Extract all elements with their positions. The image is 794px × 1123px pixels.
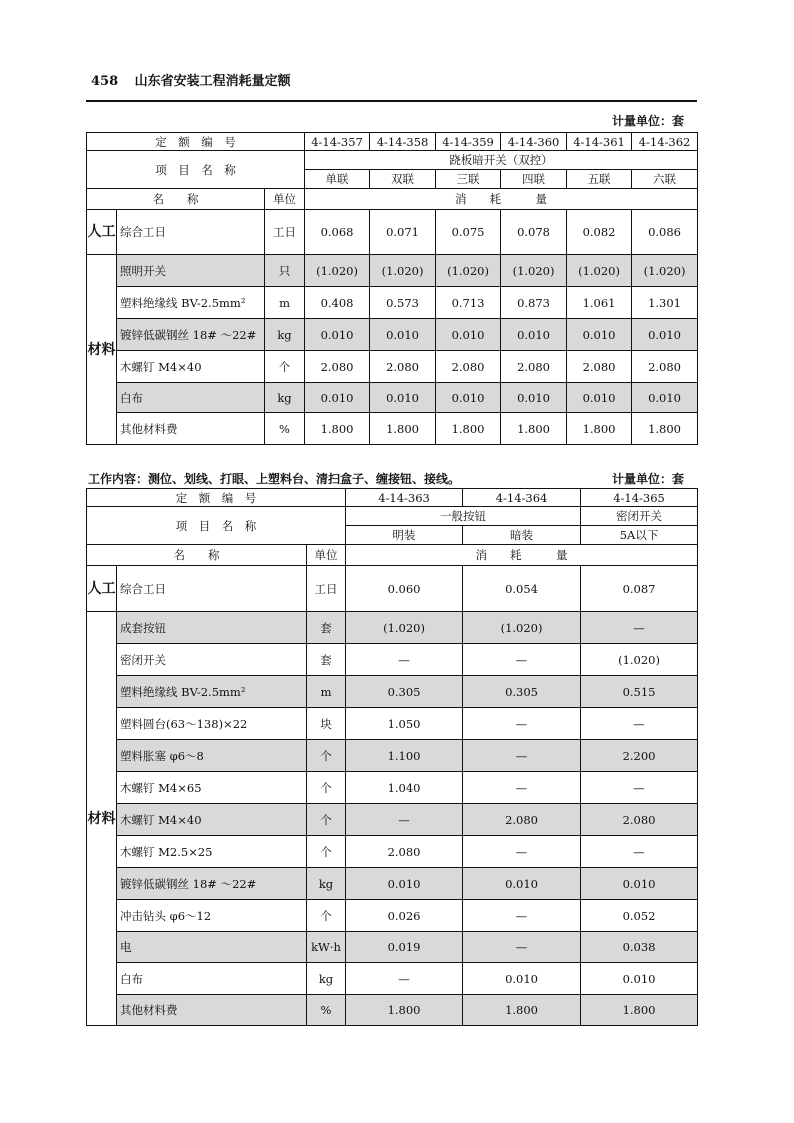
table2-unit-label: 计量单位：套 <box>612 472 685 486</box>
book-title: 山东省安装工程消耗量定额 <box>134 74 291 89</box>
material-unit: 个 <box>307 900 346 932</box>
material-value: 0.010 <box>501 319 567 351</box>
material-value: 1.800 <box>501 413 567 445</box>
quota-code: 4-14-364 <box>463 489 581 507</box>
material-value: 1.061 <box>567 287 632 319</box>
material-value: 0.010 <box>581 963 698 995</box>
material-value: — <box>463 644 581 676</box>
material-unit: 只 <box>265 255 305 287</box>
labor-value: 0.071 <box>370 210 436 255</box>
quota-code: 4-14-363 <box>346 489 463 507</box>
material-name: 照明开关 <box>117 255 265 287</box>
item-subname: 六联 <box>632 170 698 189</box>
material-value: — <box>346 644 463 676</box>
material-value: 0.515 <box>581 676 698 708</box>
material-unit: % <box>307 995 346 1026</box>
item-group-label: 密闭开关 <box>581 507 698 526</box>
material-unit: 套 <box>307 612 346 644</box>
material-name: 塑料胀塞 φ6～8 <box>117 740 307 772</box>
material-value: 0.010 <box>370 319 436 351</box>
labor-item-name: 综合工日 <box>117 566 307 612</box>
labor-value: 0.086 <box>632 210 698 255</box>
material-name: 其他材料费 <box>117 995 307 1026</box>
material-value: (1.020) <box>632 255 698 287</box>
page-number: 458 <box>91 74 119 89</box>
material-value: 0.010 <box>305 319 370 351</box>
material-value: 2.080 <box>370 351 436 383</box>
material-value: (1.020) <box>346 612 463 644</box>
material-unit: kg <box>265 383 305 413</box>
material-value: 2.080 <box>463 804 581 836</box>
material-value: 1.100 <box>346 740 463 772</box>
material-unit: 个 <box>307 772 346 804</box>
item-subname: 四联 <box>501 170 567 189</box>
material-value: 1.800 <box>567 413 632 445</box>
material-value: 0.408 <box>305 287 370 319</box>
material-value: 2.080 <box>632 351 698 383</box>
material-value: (1.020) <box>463 612 581 644</box>
item-subname: 暗装 <box>463 526 581 545</box>
table1-unit-label: 计量单位：套 <box>612 114 685 128</box>
material-value: 0.010 <box>632 383 698 413</box>
material-value: 1.800 <box>632 413 698 445</box>
item-group-label: 跷板暗开关（双控） <box>305 151 698 170</box>
material-value: (1.020) <box>567 255 632 287</box>
material-value: 2.200 <box>581 740 698 772</box>
item-subname: 单联 <box>305 170 370 189</box>
material-value: 0.010 <box>567 319 632 351</box>
material-value: 0.010 <box>463 868 581 900</box>
quota-no-label: 定 额 编 号 <box>87 489 346 507</box>
quota-code: 4-14-360 <box>501 133 567 151</box>
material-name: 木螺钉 M4×40 <box>117 804 307 836</box>
consumption-column-header: 消 耗 量 <box>346 545 698 566</box>
material-value: — <box>346 804 463 836</box>
labor-value: 0.087 <box>581 566 698 612</box>
material-value: 0.010 <box>632 319 698 351</box>
quota-code: 4-14-362 <box>632 133 698 151</box>
material-unit: 个 <box>307 836 346 868</box>
material-value: — <box>581 612 698 644</box>
material-value: 0.010 <box>436 319 501 351</box>
material-value: 1.800 <box>370 413 436 445</box>
item-subname: 五联 <box>567 170 632 189</box>
material-unit: kW·h <box>307 932 346 963</box>
material-value: 0.010 <box>581 868 698 900</box>
material-value: — <box>463 772 581 804</box>
name-column-header: 名 称 <box>87 189 265 210</box>
unit-column-header: 单位 <box>307 545 346 566</box>
item-subname: 三联 <box>436 170 501 189</box>
material-value: (1.020) <box>305 255 370 287</box>
material-unit: kg <box>307 868 346 900</box>
material-name: 塑料绝缘线 BV-2.5mm² <box>117 676 307 708</box>
material-value: 0.713 <box>436 287 501 319</box>
quota-code: 4-14-358 <box>370 133 436 151</box>
item-name-label: 项 目 名 称 <box>87 151 305 189</box>
labor-item-name: 综合工日 <box>117 210 265 255</box>
material-value: (1.020) <box>370 255 436 287</box>
material-name: 镀锌低碳钢丝 18# ～22# <box>117 319 265 351</box>
material-unit: 套 <box>307 644 346 676</box>
material-value: 1.800 <box>305 413 370 445</box>
quota-no-label: 定 额 编 号 <box>87 133 305 151</box>
material-unit: 个 <box>265 351 305 383</box>
material-value: — <box>463 836 581 868</box>
quota-code: 4-14-361 <box>567 133 632 151</box>
labor-value: 0.082 <box>567 210 632 255</box>
material-unit: m <box>307 676 346 708</box>
material-unit: kg <box>265 319 305 351</box>
item-name-label: 项 目 名 称 <box>87 507 346 545</box>
material-value: 1.040 <box>346 772 463 804</box>
material-unit: m <box>265 287 305 319</box>
material-unit: % <box>265 413 305 445</box>
material-name: 白布 <box>117 963 307 995</box>
material-value: 2.080 <box>501 351 567 383</box>
material-value: 0.305 <box>463 676 581 708</box>
header-rule <box>86 100 697 102</box>
labor-value: 0.068 <box>305 210 370 255</box>
item-subname: 双联 <box>370 170 436 189</box>
material-value: — <box>346 963 463 995</box>
labor-value: 0.075 <box>436 210 501 255</box>
page-header <box>91 70 291 89</box>
material-value: 1.050 <box>346 708 463 740</box>
material-unit: 个 <box>307 740 346 772</box>
quota-code: 4-14-357 <box>305 133 370 151</box>
material-value: (1.020) <box>501 255 567 287</box>
material-value: (1.020) <box>581 644 698 676</box>
material-unit: kg <box>307 963 346 995</box>
material-name: 其他材料费 <box>117 413 265 445</box>
material-value: — <box>581 708 698 740</box>
material-value: — <box>581 772 698 804</box>
material-unit: 块 <box>307 708 346 740</box>
material-name: 冲击钻头 φ6～12 <box>117 900 307 932</box>
material-name: 镀锌低碳钢丝 18# ～22# <box>117 868 307 900</box>
material-value: 0.010 <box>346 868 463 900</box>
material-value: 0.010 <box>567 383 632 413</box>
labor-value: 0.054 <box>463 566 581 612</box>
labor-category: 人工 <box>87 210 117 255</box>
material-unit: 个 <box>307 804 346 836</box>
item-subname: 明装 <box>346 526 463 545</box>
material-category: 材料 <box>87 612 117 1026</box>
material-category: 材料 <box>87 255 117 445</box>
material-value: 0.010 <box>370 383 436 413</box>
labor-item-unit: 工日 <box>265 210 305 255</box>
material-value: — <box>463 708 581 740</box>
material-value: 2.080 <box>581 804 698 836</box>
labor-value: 0.060 <box>346 566 463 612</box>
material-name: 塑料绝缘线 BV-2.5mm² <box>117 287 265 319</box>
material-name: 木螺钉 M4×40 <box>117 351 265 383</box>
material-name: 白布 <box>117 383 265 413</box>
material-value: 0.038 <box>581 932 698 963</box>
material-value: — <box>463 740 581 772</box>
labor-value: 0.078 <box>501 210 567 255</box>
material-value: 1.800 <box>436 413 501 445</box>
material-value: 2.080 <box>305 351 370 383</box>
material-value: 0.010 <box>501 383 567 413</box>
material-value: — <box>581 836 698 868</box>
material-value: 2.080 <box>567 351 632 383</box>
material-value: 0.010 <box>463 963 581 995</box>
material-value: 0.010 <box>305 383 370 413</box>
material-value: 0.305 <box>346 676 463 708</box>
item-subname: 5A以下 <box>581 526 698 545</box>
material-value: 2.080 <box>436 351 501 383</box>
material-value: 0.026 <box>346 900 463 932</box>
consumption-column-header: 消 耗 量 <box>305 189 698 210</box>
quota-code: 4-14-359 <box>436 133 501 151</box>
name-column-header: 名 称 <box>87 545 307 566</box>
material-value: — <box>463 932 581 963</box>
material-value: (1.020) <box>436 255 501 287</box>
quota-table-2 <box>86 488 698 1026</box>
material-value: — <box>463 900 581 932</box>
quota-table-1 <box>86 132 698 445</box>
material-value: 0.873 <box>501 287 567 319</box>
material-value: 2.080 <box>346 836 463 868</box>
material-name: 密闭开关 <box>117 644 307 676</box>
material-value: 1.800 <box>346 995 463 1026</box>
work-content: 工作内容：测位、划线、打眼、上塑料台、清扫盒子、缠接钮、接线。 <box>88 472 461 486</box>
material-name: 木螺钉 M4×65 <box>117 772 307 804</box>
material-value: 1.301 <box>632 287 698 319</box>
material-name: 塑料圆台(63～138)×22 <box>117 708 307 740</box>
labor-item-unit: 工日 <box>307 566 346 612</box>
material-value: 1.800 <box>581 995 698 1026</box>
labor-category: 人工 <box>87 566 117 612</box>
item-group-label: 一般按钮 <box>346 507 581 526</box>
material-name: 成套按钮 <box>117 612 307 644</box>
material-value: 0.019 <box>346 932 463 963</box>
quota-code: 4-14-365 <box>581 489 698 507</box>
material-value: 1.800 <box>463 995 581 1026</box>
material-value: 0.573 <box>370 287 436 319</box>
unit-column-header: 单位 <box>265 189 305 210</box>
material-value: 0.010 <box>436 383 501 413</box>
material-name: 电 <box>117 932 307 963</box>
material-name: 木螺钉 M2.5×25 <box>117 836 307 868</box>
material-value: 0.052 <box>581 900 698 932</box>
